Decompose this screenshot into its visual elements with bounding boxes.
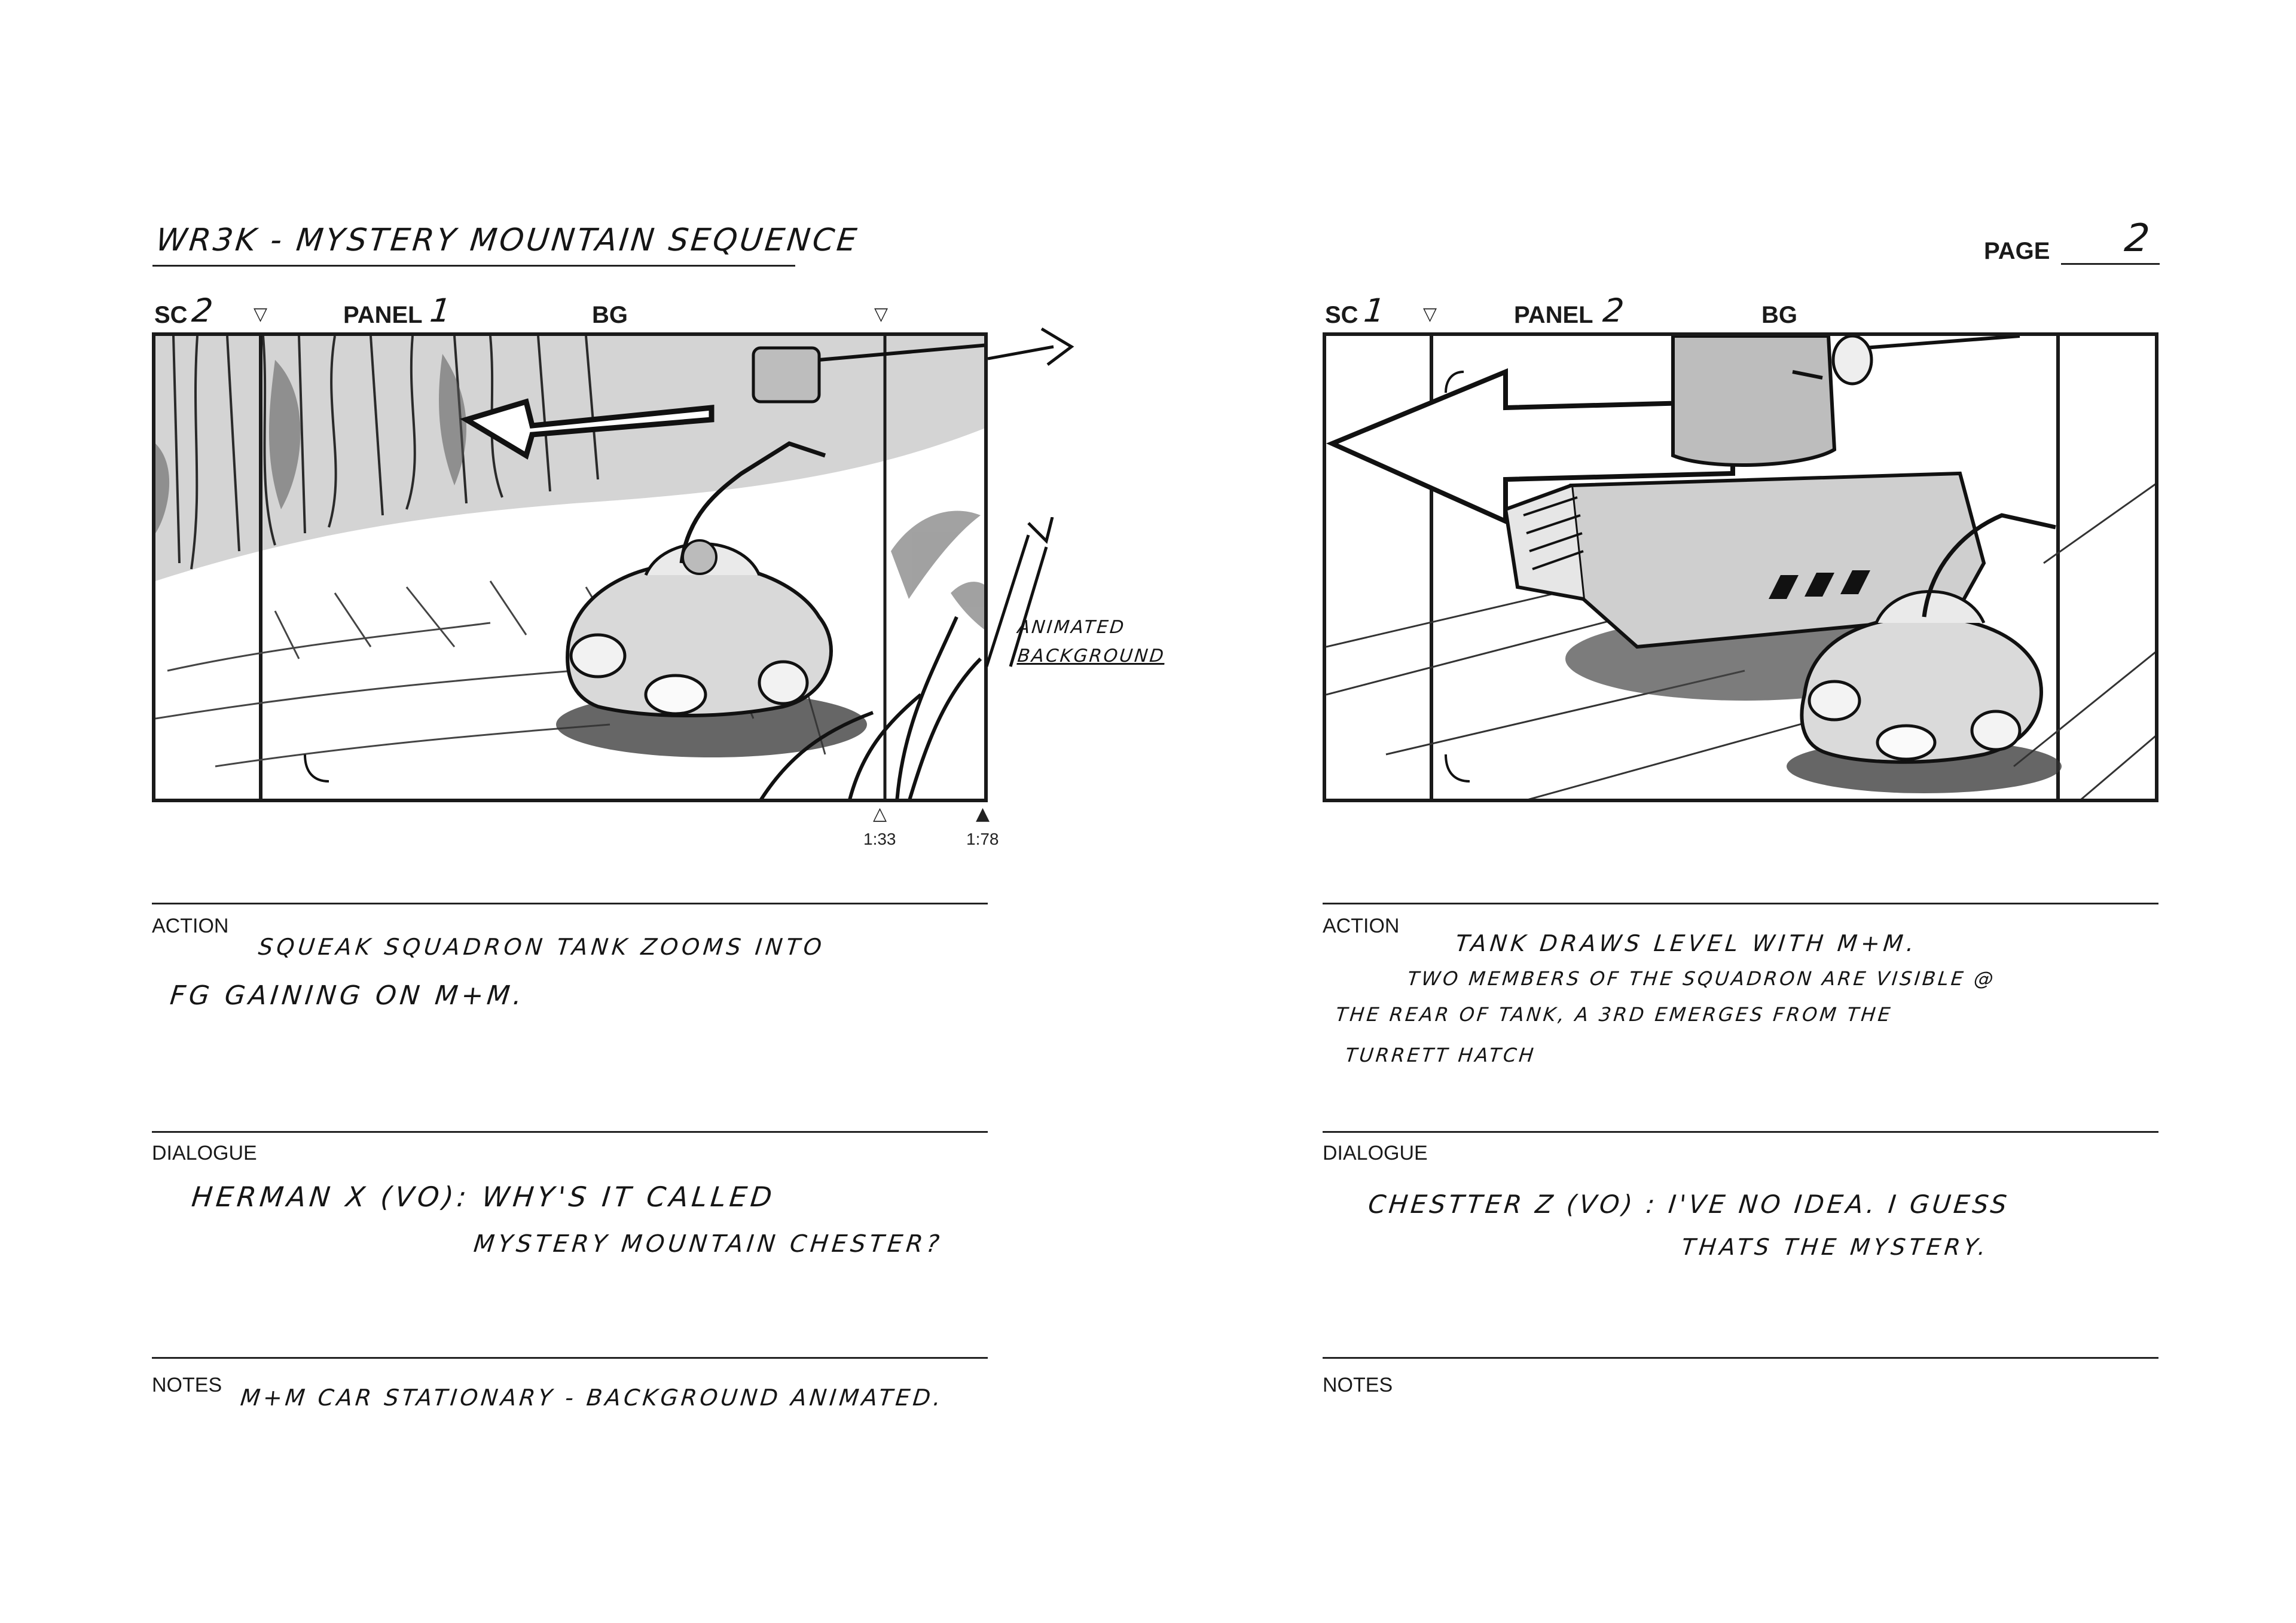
storyboard-panel-1 (152, 332, 988, 802)
triangle-marker-icon: ▽ (874, 304, 889, 325)
scene-label: SC (154, 302, 188, 328)
dialogue-rule (1323, 1131, 2158, 1133)
dialogue-rule (152, 1131, 988, 1133)
panel-number: 1 (428, 292, 456, 329)
timecode-start: 1:33 (863, 830, 896, 848)
scene-label: SC (1325, 302, 1358, 328)
bg-label: BG (592, 302, 628, 328)
action-rule (152, 903, 988, 904)
triangle-marker-icon: ▽ (254, 304, 268, 325)
dialogue-text-line-2: THATS THE MYSTERY. (1680, 1234, 1991, 1260)
panel-sketch-tank-level (1326, 336, 2158, 802)
action-label: ACTION (152, 915, 229, 937)
panel-label: PANEL (343, 302, 423, 328)
scene-number: 1 (1362, 292, 1390, 329)
bg-label: BG (1761, 302, 1797, 328)
panel-number: 2 (1601, 292, 1629, 329)
action-text-line-3: THE REAR OF TANK, A 3RD EMERGES FROM THE (1335, 1003, 1894, 1026)
dialogue-text-line-1: HERMAN X (VO): WHY'S IT CALLED (190, 1181, 777, 1213)
panel-sketch-forest-chase (155, 336, 988, 802)
action-text-line-4: TURRETT HATCH (1344, 1044, 1537, 1066)
triangle-marker-icon: ▽ (1423, 304, 1437, 325)
page-number: 2 (2123, 216, 2155, 261)
page-label: PAGE (1984, 238, 2050, 264)
timecode-end: 1:78 (966, 830, 999, 848)
annotation-background: BACKGROUND (1016, 646, 1167, 667)
notes-rule (152, 1357, 988, 1359)
notes-label: NOTES (1323, 1374, 1393, 1396)
arrow-out-of-frame (988, 323, 1083, 442)
annotation-animated: ANIMATED (1016, 617, 1127, 638)
notes-text-line-1: M+M CAR STATIONARY - BACKGROUND ANIMATED. (239, 1384, 945, 1411)
action-label: ACTION (1323, 915, 1400, 937)
action-text-line-1: TANK DRAWS LEVEL WITH M+M. (1454, 930, 1919, 956)
action-text-line-2: TWO MEMBERS OF THE SQUADRON ARE VISIBLE @ (1406, 967, 1997, 990)
action-text-line-1: SQUEAK SQUADRON TANK ZOOMS INTO (257, 934, 827, 960)
notes-label: NOTES (152, 1374, 222, 1396)
title-underline (152, 265, 795, 267)
action-rule (1323, 903, 2158, 904)
action-text-line-2: FG GAINING ON M+M. (169, 980, 527, 1011)
storyboard-panel-2 (1323, 332, 2158, 802)
panel-label: PANEL (1514, 302, 1593, 328)
notes-rule (1323, 1357, 2158, 1359)
filled-triangle-marker-icon: ▲ (976, 803, 990, 824)
page-number-underline (2061, 263, 2160, 265)
scene-number: 2 (190, 292, 218, 329)
dialogue-text-line-1: CHESTTER Z (VO) : I'VE NO IDEA. I GUESS (1367, 1190, 2011, 1219)
triangle-marker-icon: △ (873, 803, 887, 824)
sequence-title: WR3K - MYSTERY MOUNTAIN SEQUENCE (154, 222, 861, 258)
dialogue-label: DIALOGUE (152, 1142, 257, 1164)
dialogue-label: DIALOGUE (1323, 1142, 1428, 1164)
dialogue-text-line-2: MYSTERY MOUNTAIN CHESTER? (472, 1230, 944, 1258)
